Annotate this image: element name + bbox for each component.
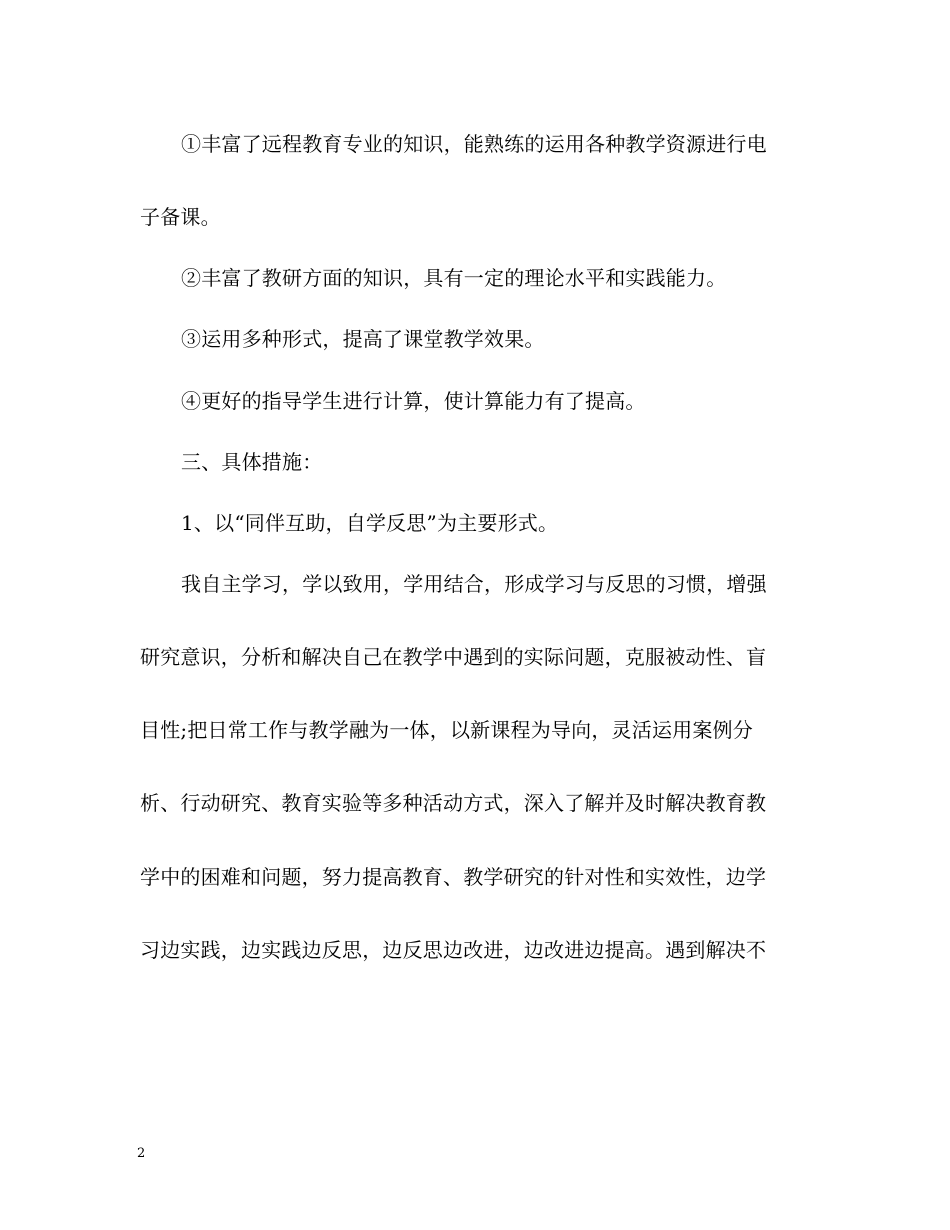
subsection-heading: 1、以“同伴互助，自学反思”为主要形式。 xyxy=(181,511,559,535)
text-line: 子备课。 xyxy=(140,205,221,229)
text-line: ①丰富了远程教育专业的知识，能熟练的运用各种教学资源进行电 xyxy=(181,132,767,156)
text-line: ④更好的指导学生进行计算，使计算能力有了提高。 xyxy=(181,389,646,413)
text-line: 研究意识，分析和解决自己在教学中遇到的实际问题，克服被动性、盲 xyxy=(140,645,767,669)
text-line: ②丰富了教研方面的知识，具有一定的理论水平和实践能力。 xyxy=(181,266,727,290)
page-number: 2 xyxy=(137,1146,146,1161)
text-line: ③运用多种形式，提高了课堂教学效果。 xyxy=(181,327,545,351)
text-line: 我自主学习，学以致用，学用结合，形成学习与反思的习惯，增强 xyxy=(181,572,767,596)
section-heading: 三、具体措施： xyxy=(181,450,323,474)
text-line: 析、行动研究、教育实验等多种活动方式，深入了解并及时解决教育教 xyxy=(140,791,767,815)
text-line: 学中的困难和问题，努力提高教育、教学研究的针对性和实效性，边学 xyxy=(140,865,767,889)
text-line: 目性;把日常工作与教学融为一体，以新课程为导向，灵活运用案例分 xyxy=(140,718,753,742)
text-line: 习边实践，边实践边反思，边反思边改进，边改进边提高。遇到解决不 xyxy=(140,938,767,962)
